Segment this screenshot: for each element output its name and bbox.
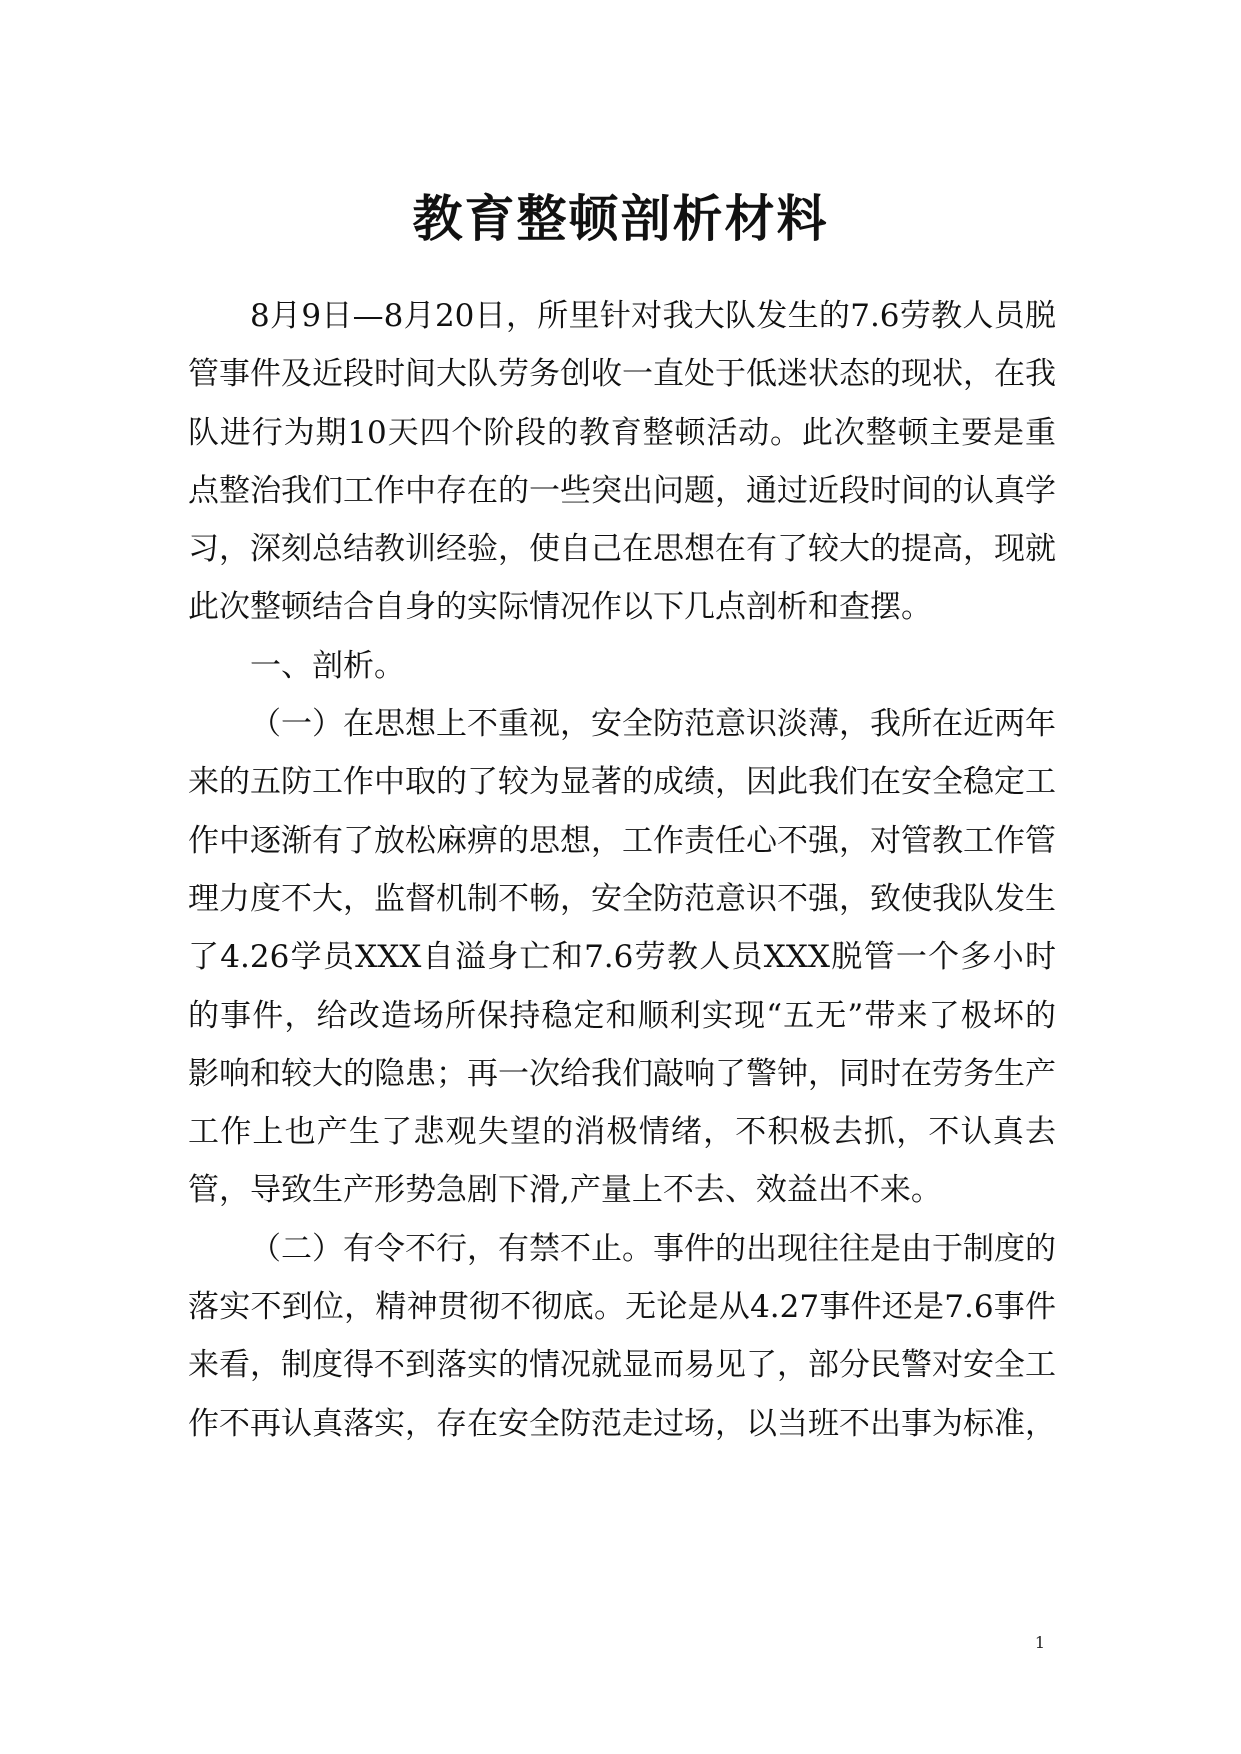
paragraph-intro: 8月9日—8月20日，所里针对我大队发生的7.6劳教人员脱管事件及近段时间大队劳务创收一直处于低迷状态的现状，在我队进行为期10天四个阶段的教育整顿活动。此次整顿主要是重点整治我们工作中存在的一些突出问题，通过近段时间的认真学习，深刻总结教训经验，使自己在思想在有了较大的提高，现就此次整顿结合自身的实际情况作以下几点剖析和查摆。	[188, 298, 1056, 626]
paragraph-point-one: （一）在思想上不重视，安全防范意识淡薄，我所在近两年来的五防工作中取的了较为显著的成绩，因此我们在安全稳定工作中逐渐有了放松麻痹的思想，工作责任心不强，对管教工作管理力度不大，监督机制不畅，安全防范意识不强，致使我队发生了4.26学员XXX自溢身亡和7.6劳教人员XXX脱管一个多小时的事件，给改造场所保持稳定和顺利实现“五无”带来了极坏的影响和较大的隐患；再一次给我们敲响了警钟，同时在劳务生产工作上也产生了悲观失望的消极情绪，不积极去抓，不认真去管，导致生产形势急剧下滑,产量上不去、效益出不来。	[188, 706, 1056, 1209]
section-heading-analysis: 一、剖析。	[250, 647, 405, 684]
document-title: 教育整顿剖析材料	[412, 188, 829, 248]
document-body	[188, 287, 1056, 1453]
paragraph-point-two: （二）有令不行，有禁不止。事件的出现往往是由于制度的落实不到位，精神贯彻不彻底。无论是从4.27事件还是7.6事件来看，制度得不到落实的情况就显而易见了，部分民警对安全工作不再认真落实，存在安全防范走过场，以当班不出事为标准，	[188, 1230, 1056, 1442]
page-number: 1	[1034, 1633, 1046, 1652]
